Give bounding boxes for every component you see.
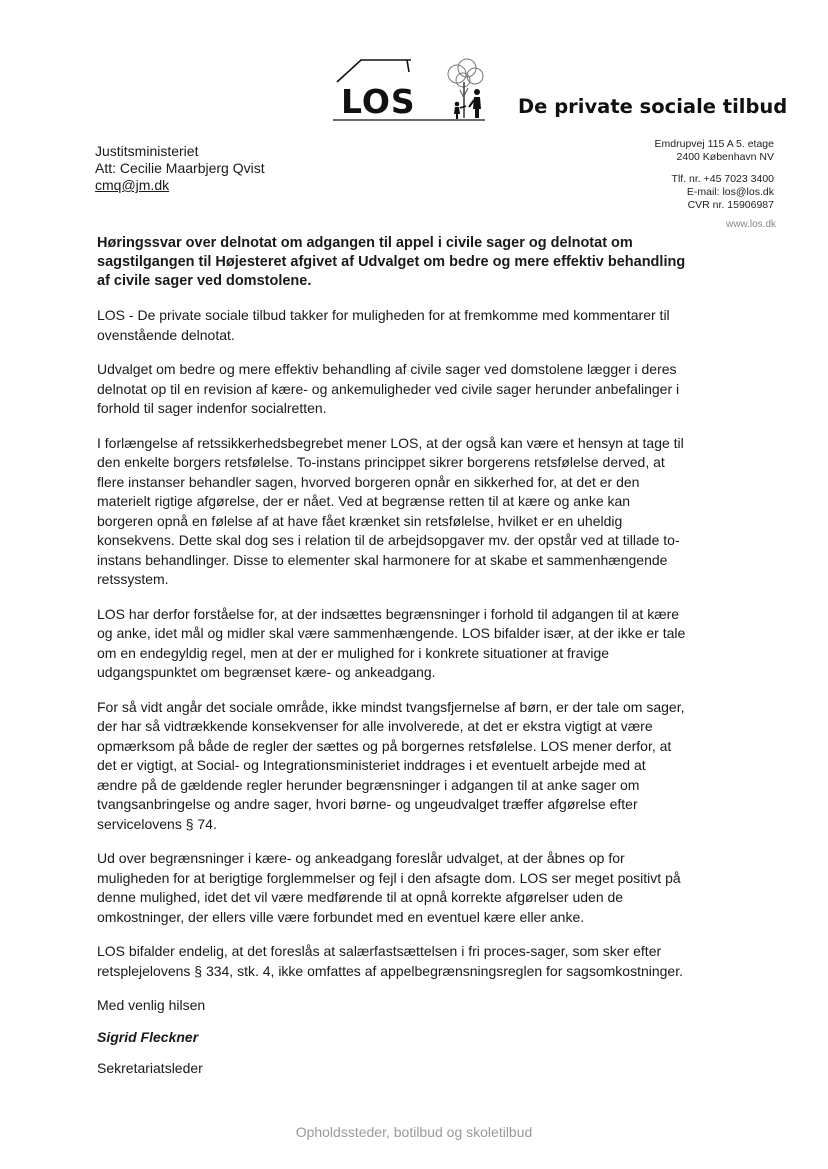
logo-text: LOS (341, 82, 416, 121)
sender-address-line1: Emdrupvej 115 A 5. etage (654, 138, 774, 150)
sender-cvr: CVR nr. 15906987 (687, 199, 774, 211)
signatory-title: Sekretariatsleder (97, 1060, 203, 1076)
sender-spacer (655, 164, 774, 173)
sender-website: www.los.dk (725, 219, 776, 230)
footer-tagline: Opholdssteder, botilbud og skoletilbud (295, 1124, 533, 1140)
letter-heading: Høringssvar over delnotat om adgangen til appel i civile sager og delnotat om sagstilgangen til Højesteret afgivet af Udvalget om bedre og mere effektiv behandling af civile sager ved domstolene. (97, 235, 686, 289)
recipient-attention: Att: Cecilie Maarbjerg Qvist (95, 160, 265, 176)
paragraph-7: LOS bifalder endelig, at det foreslås at salærfastsættelsen i fri proces-sager, som sker efter retsplejelovens § 334, stk. 4, ikke omfattes af appelbegrænsningsreglen for sagsomkostninger. (97, 943, 683, 979)
closing-salutation: Med venlig hilsen (97, 997, 206, 1013)
sender-phone: Tlf. nr. +45 7023 3400 (671, 173, 774, 185)
recipient-block (95, 143, 265, 194)
paragraph-4: LOS har derfor forståelse for, at der indsættes begrænsninger i forhold til adgangen til at kære og anke, idet mål og midler skal være sammenhængende. LOS bifalder især, at der ikke er tale om en endegyldig regel, men at der er mulighed for i konkrete situationer at fravige udgangspunktet om begrænset kære- og ankeadgang. (97, 605, 686, 680)
paragraph-3: I forlængelse af retssikkerhedsbegrebet mener LOS, at der også kan være et hensyn at tage til den enkelte borgers retsfølelse. To-instans princippet sikrer borgerens retsfølelse derved, at flere instanser behandler sagen, hvorved borgeren opnår en sikkerhed for, at det er den materielt rigtige afgørelse, der er nået. Ved at begrænse retten til at kære og anke kan borgeren opnå en følelse af at have fået krænket sin retsfølelse, hvilket er en uheldig konsekvens. Dette skal dog ses i relation til de arbejdsopgaver mv. der opstår ved at tillade to-instans behandlinger. Disse to elementer skal harmonere for at skabe et sammenhængende retssystem. (97, 434, 684, 587)
organization-name: De private sociale tilbud (518, 95, 788, 118)
paragraph-2: Udvalget om bedre og mere effektiv behandling af civile sager ved domstolene lægger i deres delnotat op til en revision af kære- og ankemuligheder ved civile sager herunder anbefalinger i forhold til sager indenfor socialretten. (97, 361, 680, 416)
paragraph-6: Ud over begrænsninger i kære- og ankeadgang foreslår udvalget, at der åbnes op for muligheden for at berigtige forglemmelser og fejl i den afsagte dom. LOS ser meget positivt på denne mulighed, idet det vil være medførende til at opnå korrekte afgørelser uden de omkostninger, der ellers ville være forbundet med en eventuel kære eller anke. (97, 850, 681, 925)
los-logo (333, 52, 493, 126)
recipient-email-link[interactable]: cmq@jm.dk (95, 177, 170, 193)
letter-body (97, 234, 687, 1094)
recipient-name: Justitsministeriet (95, 143, 199, 159)
paragraph-1: LOS - De private sociale tilbud takker for muligheden for at fremkomme med kommentarer til ovenstående delnotat. (97, 307, 670, 343)
sender-block (655, 138, 774, 212)
sender-email: E-mail: los@los.dk (686, 186, 774, 198)
sender-address-line2: 2400 København NV (676, 151, 774, 163)
signatory-name: Sigrid Fleckner (97, 1028, 199, 1045)
paragraph-5: For så vidt angår det sociale område, ikke mindst tvangsfjernelse af børn, er der tale om sager, der har så vidtrækkende konsekvenser for alle involverede, at det er ekstra vigtigt at være opmærksom på både de regler der sættes og på borgernes retsfølelse. LOS mener derfor, at det er vigtigt, at Social- og Integrationsministeriet inddrages i et eventuelt arbejde med at ændre på de gældende regler herunder begrænsninger i adgangen til at anke sager om tvangsanbringelse og andre sager, hvori børne- og ungeudvalget træffer afgørelse efter servicelovens § 74. (97, 698, 685, 832)
